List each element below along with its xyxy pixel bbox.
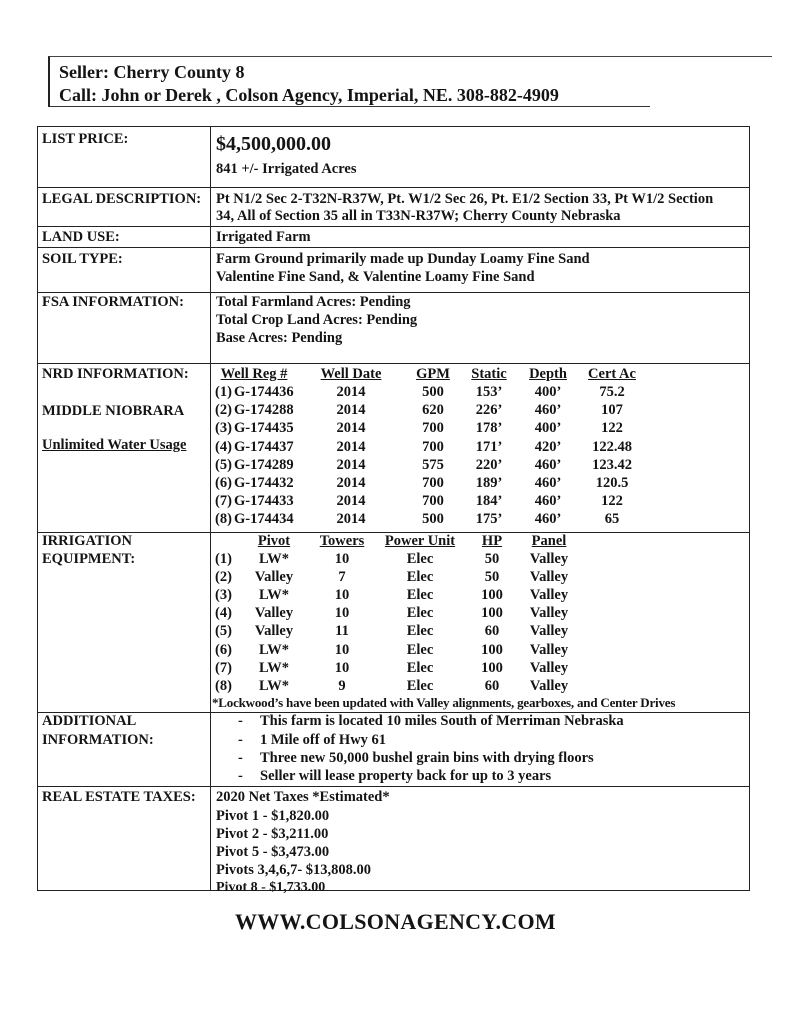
tower-count: 10 [334, 587, 350, 604]
tower-count: 10 [334, 641, 350, 658]
tax-line: Pivot 5 - $3,473.00 [216, 844, 330, 860]
irrigation-label: IRRIGATION [42, 533, 132, 549]
additional-label: ADDITIONAL [42, 713, 137, 729]
depth: 420’ [534, 438, 562, 455]
pivot-number: (5) [215, 623, 232, 640]
pivot-number: (2) [215, 569, 232, 586]
soil-type-line: Valentine Fine Sand, & Valentine Loamy Fine Sand [216, 269, 535, 285]
column-divider [210, 127, 211, 890]
row-divider [38, 247, 749, 248]
fsa-label: FSA INFORMATION: [42, 294, 184, 310]
horsepower: 100 [481, 659, 503, 676]
irrigated-acres: 841 +/- Irrigated Acres [216, 161, 357, 177]
cert-acres: 75.2 [599, 384, 625, 400]
panel-brand: Valley [529, 659, 569, 676]
hp-header: HP [481, 533, 503, 549]
taxes-heading: 2020 Net Taxes *Estimated* [216, 789, 390, 805]
panel-brand: Valley [529, 677, 569, 694]
additional-item-text: 1 Mile off of Hwy 61 [260, 732, 387, 748]
static-level: 220’ [475, 456, 503, 473]
gpm: 575 [422, 456, 444, 473]
cert-acres: 122 [601, 493, 623, 510]
pivot-number: (3) [215, 587, 232, 604]
well-reg: G-174435 [234, 420, 294, 437]
well-number: (7) [215, 493, 232, 510]
pivot-brand: LW* [258, 677, 290, 694]
additional-item [238, 732, 386, 749]
well-date: 2014 [336, 456, 366, 473]
list-price-label: LIST PRICE: [42, 131, 129, 147]
panel-header: Panel [531, 533, 567, 549]
static-level: 171’ [475, 438, 503, 455]
well-reg: G-174433 [234, 493, 294, 510]
water-usage: Unlimited Water Usage [42, 437, 187, 453]
horsepower: 50 [484, 569, 500, 586]
power-unit: Elec [406, 587, 434, 604]
pivot-brand: Valley [254, 623, 294, 640]
tower-count: 10 [334, 659, 350, 676]
header-rule [50, 106, 650, 107]
well-number: (3) [215, 420, 232, 437]
gpm: 500 [422, 384, 444, 400]
cert-acres: 122 [601, 420, 623, 437]
tax-line: Pivot 8 - $1,733.00 [216, 880, 326, 895]
static-header: Static [471, 366, 507, 382]
legal-description-line: 34, All of Section 35 all in T33N-R37W; Cherry County Nebraska [216, 208, 621, 224]
pivot-number: (4) [215, 605, 232, 622]
pivot-brand: LW* [258, 659, 290, 676]
information-label: INFORMATION: [42, 732, 154, 748]
tower-count: 11 [335, 623, 349, 640]
panel-brand: Valley [529, 641, 569, 658]
panel-brand: Valley [529, 623, 569, 640]
legal-description-line: Pt N1/2 Sec 2-T32N-R37W, Pt. W1/2 Sec 26, Pt. E1/2 Section 33, Pt W1/2 Section [216, 191, 714, 207]
depth-header: Depth [529, 366, 567, 382]
power-unit: Elec [406, 641, 434, 658]
horsepower: 100 [481, 641, 503, 658]
gpm: 700 [422, 475, 444, 491]
tower-count: 9 [338, 677, 346, 694]
fsa-line: Base Acres: Pending [216, 330, 343, 346]
fsa-line: Total Crop Land Acres: Pending [216, 312, 418, 328]
lockwood-footnote: *Lockwood’s have been updated with Valley alignments, gearboxes, and Center Drives [212, 695, 676, 710]
pivot-number: (1) [215, 551, 232, 567]
depth: 460’ [534, 475, 562, 491]
panel-brand: Valley [529, 551, 569, 567]
horsepower: 60 [484, 623, 500, 640]
land-use-label: LAND USE: [42, 229, 120, 245]
pivot-brand: LW* [258, 641, 290, 658]
land-use-value: Irrigated Farm [216, 229, 311, 245]
power-unit: Elec [406, 623, 434, 640]
power-unit: Elec [406, 569, 434, 586]
seller-header [48, 56, 772, 107]
well-reg: G-174437 [234, 438, 294, 455]
depth: 460’ [534, 511, 562, 528]
bullet-dash: - [238, 732, 243, 748]
panel-brand: Valley [529, 569, 569, 586]
panel-brand: Valley [529, 587, 569, 604]
power-unit: Elec [406, 659, 434, 676]
seller-name: Seller: Cherry County 8 [59, 62, 245, 82]
power-unit: Elec [406, 677, 434, 694]
cert-acres: 123.42 [592, 456, 632, 473]
soil-type-line: Farm Ground primarily made up Dunday Loamy Fine Sand [216, 251, 590, 267]
row-divider [38, 786, 749, 787]
additional-item [238, 768, 551, 785]
well-reg: G-174288 [234, 402, 294, 419]
well-number: (1) [215, 384, 232, 400]
tower-count: 10 [334, 551, 350, 567]
static-level: 189’ [475, 475, 503, 491]
static-level: 178’ [475, 420, 503, 437]
well-reg: G-174289 [234, 456, 294, 473]
static-level: 175’ [475, 511, 503, 528]
tax-line: Pivot 1 - $1,820.00 [216, 808, 330, 824]
well-date: 2014 [336, 475, 366, 491]
gpm-header: GPM [416, 366, 450, 382]
gpm: 500 [422, 511, 444, 528]
well-date-header: Well Date [320, 366, 382, 382]
soil-type-label: SOIL TYPE: [42, 251, 123, 267]
tax-line: Pivot 2 - $3,211.00 [216, 826, 329, 842]
well-date: 2014 [336, 438, 366, 455]
depth: 400’ [534, 384, 562, 400]
power-unit: Elec [406, 605, 434, 622]
additional-item-text: Three new 50,000 bushel grain bins with drying floors [260, 750, 594, 766]
well-reg: G-174432 [234, 475, 294, 491]
well-date: 2014 [336, 402, 366, 419]
well-reg: G-174436 [234, 384, 294, 400]
well-reg: G-174434 [234, 511, 294, 528]
well-date: 2014 [336, 493, 366, 510]
well-number: (4) [215, 438, 232, 455]
pivot-brand: Valley [254, 605, 294, 622]
towers-header: Towers [319, 533, 365, 549]
real-estate-taxes-label: REAL ESTATE TAXES: [42, 789, 196, 805]
static-level: 153’ [475, 384, 503, 400]
depth: 400’ [534, 420, 562, 437]
equipment-label: EQUIPMENT: [42, 551, 136, 567]
contact-line: Call: John or Derek , Colson Agency, Imperial, NE. 308-882-4909 [59, 85, 559, 105]
bullet-dash: - [238, 750, 243, 766]
panel-brand: Valley [529, 605, 569, 622]
website-footer: WWW.COLSONAGENCY.COM [235, 909, 556, 934]
cert-ac-header: Cert Ac [588, 366, 636, 382]
cert-acres: 120.5 [595, 475, 629, 491]
nrd-label: NRD INFORMATION: [42, 366, 189, 382]
cert-acres: 65 [604, 511, 620, 528]
pivot-brand: Valley [254, 569, 294, 586]
tower-count: 10 [334, 605, 350, 622]
well-reg-header: Well Reg # [220, 366, 288, 382]
legal-description-label: LEGAL DESCRIPTION: [42, 191, 202, 207]
pivot-number: (8) [215, 677, 232, 694]
additional-item [238, 750, 594, 767]
horsepower: 60 [484, 677, 500, 694]
gpm: 700 [422, 493, 444, 510]
row-divider [38, 292, 749, 293]
bullet-dash: - [238, 768, 243, 784]
well-number: (5) [215, 456, 232, 473]
pivot-number: (6) [215, 641, 232, 658]
power-unit: Elec [406, 551, 434, 567]
tower-count: 7 [338, 569, 346, 586]
power-unit-header: Power Unit [384, 533, 456, 549]
cert-acres: 122.48 [592, 438, 632, 455]
static-level: 184’ [475, 493, 503, 510]
additional-item [238, 713, 624, 730]
row-divider [38, 226, 749, 227]
list-price-value: $4,500,000.00 [216, 133, 331, 155]
gpm: 620 [422, 402, 444, 419]
fsa-line: Total Farmland Acres: Pending [216, 294, 411, 310]
bullet-dash: - [238, 713, 243, 729]
gpm: 700 [422, 438, 444, 455]
pivot-brand: LW* [258, 551, 290, 567]
horsepower: 100 [481, 605, 503, 622]
horsepower: 50 [484, 551, 500, 567]
well-date: 2014 [336, 420, 366, 437]
well-number: (8) [215, 511, 232, 528]
pivot-brand: LW* [258, 587, 290, 604]
depth: 460’ [534, 493, 562, 510]
depth: 460’ [534, 402, 562, 419]
property-table [37, 126, 750, 895]
row-divider [38, 187, 749, 188]
additional-item-text: This farm is located 10 miles South of Merriman Nebraska [260, 713, 624, 729]
tax-line: Pivots 3,4,6,7- $13,808.00 [216, 862, 372, 878]
additional-item-text: Seller will lease property back for up to 3 years [260, 768, 552, 784]
cert-acres: 107 [601, 402, 623, 419]
horsepower: 100 [481, 587, 503, 604]
row-divider [38, 363, 749, 364]
pivot-number: (7) [215, 659, 232, 676]
well-number: (6) [215, 475, 232, 491]
nrd-district: MIDDLE NIOBRARA [42, 403, 185, 419]
pivot-header: Pivot [257, 533, 291, 549]
static-level: 226’ [475, 402, 503, 419]
well-date: 2014 [336, 511, 366, 528]
well-number: (2) [215, 402, 232, 419]
well-date: 2014 [336, 384, 366, 400]
depth: 460’ [534, 456, 562, 473]
gpm: 700 [422, 420, 444, 437]
